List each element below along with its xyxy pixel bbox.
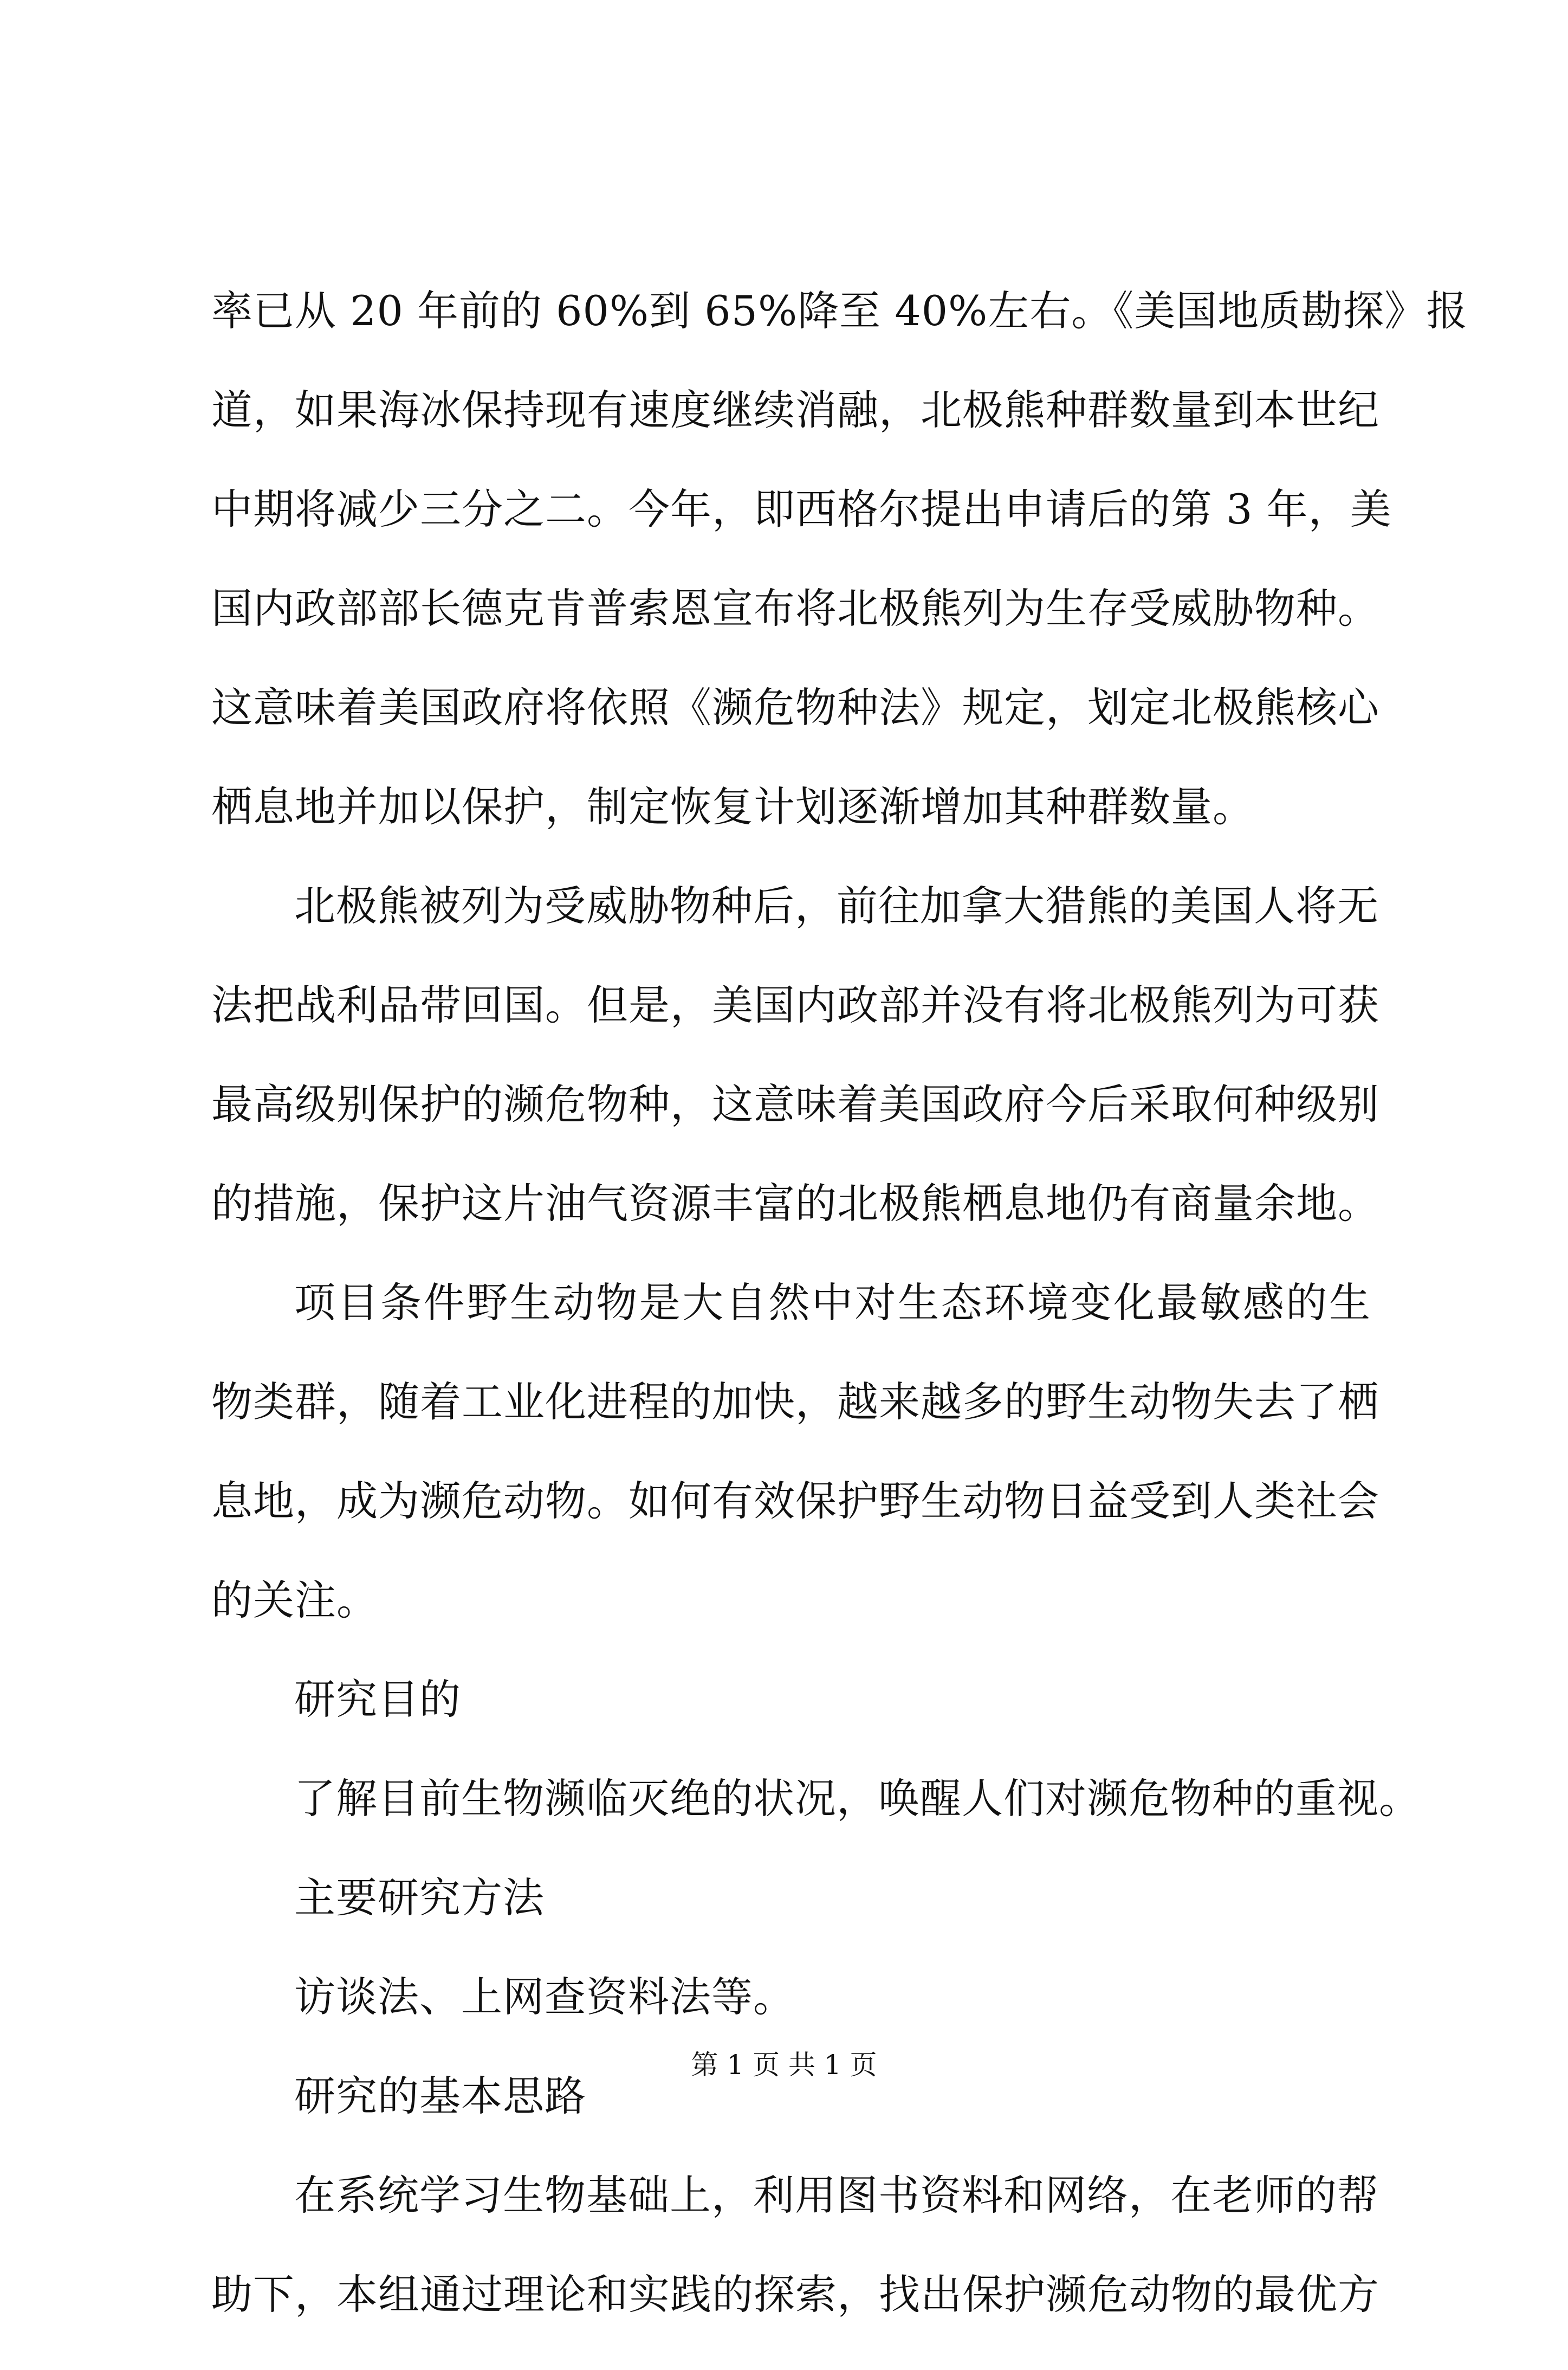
text-line: 助下，本组通过理论和实践的探索，找出保护濒危动物的最优方 <box>211 2270 1379 2319</box>
text-line: 北极熊被列为受威胁物种后，前往加拿大猎熊的美国人将无 <box>294 882 1379 930</box>
text-line: 这意味着美国政府将依照《濒危物种法》规定，划定北极熊核心 <box>211 683 1379 732</box>
text-line: 的措施，保护这片油气资源丰富的北极熊栖息地仍有商量余地。 <box>211 1179 1379 1228</box>
text-line: 最高级别保护的濒危物种，这意味着美国政府今后采取何种级别 <box>211 1080 1379 1128</box>
text-line: 国内政部部长德克肯普索恩宣布将北极熊列为生存受威胁物种。 <box>211 584 1379 632</box>
text-line: 息地，成为濒危动物。如何有效保护野生动物日益受到人类社会 <box>211 1477 1379 1525</box>
text-line: 了解目前生物濒临灭绝的状况，唤醒人们对濒危物种的重视。 <box>294 1774 1421 1823</box>
text-line: 率已从 20 年前的 60%到 65%降至 40%左右。《美国地质勘探》报 <box>211 287 1468 335</box>
text-line: 物类群，随着工业化进程的加快，越来越多的野生动物失去了栖 <box>211 1378 1379 1426</box>
text-line: 道，如果海冰保持现有速度继续消融，北极熊种群数量到本世纪 <box>211 386 1379 434</box>
section-heading: 研究目的 <box>294 1675 461 1723</box>
text-line: 在系统学习生物基础上，利用图书资料和网络，在老师的帮 <box>294 2171 1379 2219</box>
page-footer: 第 1 页 共 1 页 <box>691 2049 877 2081</box>
section-heading: 主要研究方法 <box>294 1874 545 1922</box>
text-line: 的关注。 <box>211 1576 378 1624</box>
text-line: 访谈法、上网查资料法等。 <box>294 1973 795 2021</box>
text-line: 项目条件野生动物是大自然中对生态环境变化最敏感的生 <box>294 1278 1371 1327</box>
text-line: 法把战利品带回国。但是，美国内政部并没有将北极熊列为可获 <box>211 981 1379 1029</box>
text-line: 栖息地并加以保护，制定恢复计划逐渐增加其种群数量。 <box>211 783 1254 831</box>
text-line: 中期将减少三分之二。今年，即西格尔提出申请后的第 3 年，美 <box>211 485 1392 533</box>
section-heading: 研究的基本思路 <box>294 2072 586 2120</box>
